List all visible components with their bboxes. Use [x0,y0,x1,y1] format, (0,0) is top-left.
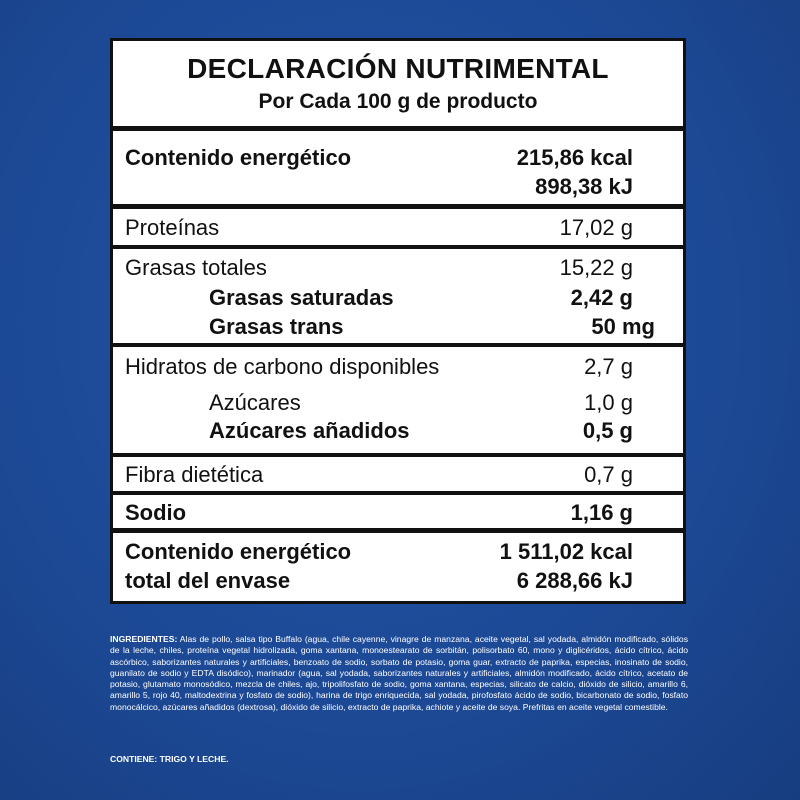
total-energy-label-2: total del envase [125,568,291,593]
fat-saturated-value: 2,42 g [570,285,633,310]
fiber-value: 0,7 g [584,462,633,487]
fat-total-label: Grasas totales [125,255,267,280]
energy-section [113,131,683,209]
sugars-value: 1,0 g [584,390,633,415]
carbs-label: Hidratos de carbono disponibles [125,354,440,379]
allergen-statement: CONTIENE: TRIGO Y LECHE. [110,754,229,764]
fiber-label: Fibra dietética [125,462,264,487]
sugars-label: Azúcares [209,390,301,415]
fat-trans-label: Grasas trans [209,314,344,339]
fat-trans-value: 50 mg [591,314,655,339]
total-energy-kj: 6 288,66 kJ [516,568,633,593]
sodium-value: 1,16 g [570,500,633,525]
energy-kj: 898,38 kJ [535,174,633,199]
fat-saturated-label: Grasas saturadas [209,285,394,310]
total-energy-kcal: 1 511,02 kcal [499,539,633,564]
ingredients-text [110,634,688,713]
fat-total-value: 15,22 g [559,255,633,280]
carbs-section [113,347,683,457]
added-sugars-label: Azúcares añadidos [209,418,410,443]
energy-kcal: 215,86 kcal [516,145,633,170]
label-subtitle: Por Cada 100 g de producto [258,90,538,113]
added-sugars-value: 0,5 g [582,418,633,443]
proteins-section [113,209,683,249]
ingredients-list: Alas de pollo, salsa tipo Buffalo (agua, chile cayenne, vinagre de manzana, aceite vegetal, sal yodada, almidón modificado, sólidos de la leche, chiles, proteína vegetal hidrolizada, goma xantana, monoestearato de sorbitán, polisorbato 60, mono y diglicéridos, ácido cítrico, ácido ascórbico, saborizantes naturales y artificiales, benzoato de sodio, sorbato de potasio, goma guar, extracto de paprika, especias, inosinato de sodio, guanilato de sodio y EDTA disódico), marinador (agua, sal yodada, saborizantes naturales y artificiales, almidón modificado, ácido cítrico, acetato de potasio, glutamato monosódico, mezcla de chiles, ajo, tripolifosfato de sodio, goma xantana, especias, silicato de calcio, dióxido de silicio, amarillo 6, amarillo 5, rojo 40, maltodextrina y fosfato de sodio), harina de trigo enriquecida, sal yodada, pirofosfato ácido de sodio, bicarbonato de sodio, fosfato monocálcico, azúcares añadidos (dextrosa), dióxido de silicio, extracto de paprika, achiote y aceite de soya. Prefritas en aceite vegetal comestible. [110,634,688,712]
proteins-value: 17,02 g [559,215,633,240]
total-energy-section [113,533,683,603]
fiber-section [113,457,683,495]
total-energy-label-1: Contenido energético [125,539,352,564]
proteins-label: Proteínas [125,215,220,240]
sodium-section [113,495,683,533]
nutrition-label [110,38,686,604]
sodium-label: Sodio [125,500,187,525]
ingredients-heading: INGREDIENTES: [110,634,178,644]
fat-section [113,249,683,347]
energy-label: Contenido energético [125,145,352,170]
carbs-value: 2,7 g [584,354,633,379]
label-title: DECLARACIÓN NUTRIMENTAL [187,53,609,84]
label-header [113,41,683,131]
